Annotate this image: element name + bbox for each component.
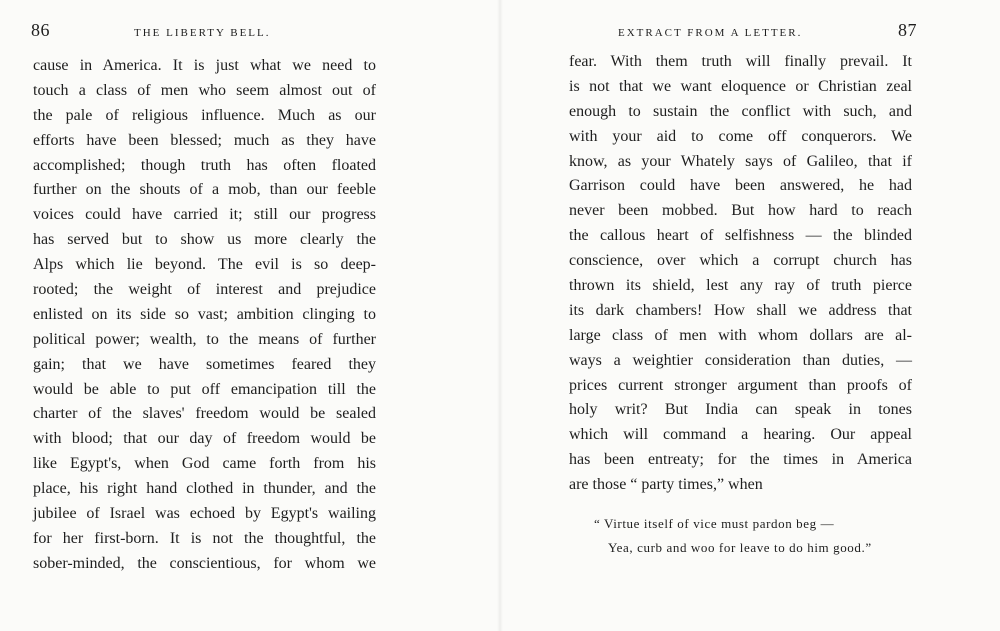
text-line: holy writ? But India can speak in tones [569, 401, 912, 419]
text-line: place, his right hand clothed in thunder, and the [33, 480, 376, 498]
text-line: the pale of religious influence. Much as our [33, 106, 376, 124]
text-line: the callous heart of selfishness — the blinded [569, 227, 912, 245]
text-line: has been entreaty; for the times in America [569, 451, 912, 469]
text-line: charter of the slaves' freedom would be sealed [33, 405, 376, 423]
text-line: voices could have carried it; still our progress [33, 206, 376, 224]
text-line: with your aid to come off conquerors. We [569, 127, 912, 145]
text-line: political power; wealth, to the means of further [33, 330, 376, 348]
text-line: conscience, over which a corrupt church has [569, 252, 912, 270]
text-line: touch a class of men who seem almost out of [33, 81, 376, 99]
text-line: further on the shouts of a mob, than our feeble [33, 181, 376, 199]
text-line: gain; that we have sometimes feared they [33, 355, 376, 373]
text-line: are those “ party times,” when [569, 476, 763, 494]
text-line: has served but to show us more clearly the [33, 231, 376, 249]
verse-line: Yea, curb and woo for leave to do him good.” [608, 540, 872, 555]
text-line: its dark chambers! How shall we address that [569, 301, 912, 319]
text-line: fear. With them truth will finally prevail. It [569, 53, 912, 70]
text-line: cause in America. It is just what we need to [33, 57, 376, 74]
text-line: accomplished; though truth has often floated [33, 156, 376, 174]
text-line: would be able to put off emancipation till the [33, 380, 376, 398]
right-running-title: EXTRACT FROM A LETTER. [618, 27, 803, 39]
right-page [500, 0, 1000, 631]
text-line: jubilee of Israel was echoed by Egypt's wailing [33, 505, 376, 523]
text-line: enlisted on its side so vast; ambition clinging to [33, 305, 376, 323]
left-running-title: THE LIBERTY BELL. [134, 27, 271, 39]
text-line: Alps which lie beyond. The evil is so deep- [33, 256, 376, 274]
text-line: with blood; that our day of freedom would be [33, 430, 376, 448]
left-page-number: 86 [31, 20, 50, 40]
text-line: prices current stronger argument than proofs of [569, 376, 912, 394]
text-line: rooted; the weight of interest and prejudice [33, 281, 376, 299]
text-line: enough to sustain the conflict with such, and [569, 102, 912, 120]
left-page-body [33, 54, 376, 577]
text-line: is not that we want eloquence or Christian zeal [569, 77, 912, 95]
right-page-number: 87 [898, 20, 917, 40]
text-line: know, as your Whately says of Galileo, that if [569, 152, 912, 170]
text-line: sober-minded, the conscientious, for whom we [33, 554, 376, 572]
text-line: never been mobbed. But how hard to reach [569, 202, 912, 220]
text-line: efforts have been blessed; much as they have [33, 131, 376, 149]
text-line: like Egypt's, when God came forth from his [33, 455, 376, 473]
text-line: Garrison could have been answered, he had [569, 177, 912, 195]
text-line: for her first-born. It is not the thoughtful, the [33, 529, 376, 547]
verse-line: “ Virtue itself of vice must pardon beg — [594, 516, 835, 531]
text-line: ways a weightier consideration than duties, — [569, 351, 912, 369]
text-line: thrown its shield, lest any ray of truth pierce [569, 277, 912, 295]
text-line: large class of men with whom dollars are al- [569, 326, 912, 344]
right-page-body [569, 50, 912, 498]
text-line: which will command a hearing. Our appeal [569, 426, 912, 444]
